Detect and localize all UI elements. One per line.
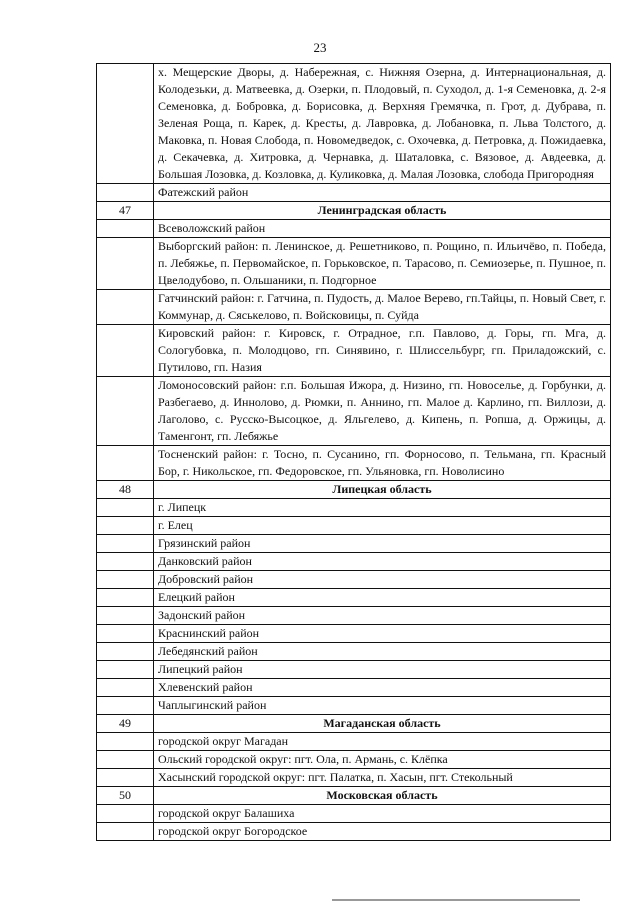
region-header-row <box>97 481 611 499</box>
table-row <box>97 553 611 571</box>
table-row <box>97 325 611 377</box>
table-row <box>97 823 611 841</box>
district-cell: Ольский городской округ: пгт. Ола, п. Армань, с. Клёпка <box>154 751 611 769</box>
district-cell: г. Липецк <box>154 499 611 517</box>
row-number-cell <box>97 751 154 769</box>
table-row <box>97 697 611 715</box>
district-cell: Гатчинский район: г. Гатчина, п. Пудость, д. Малое Верево, гп.Тайцы, п. Новый Свет, г. Коммунар, д. Сяськелово, п. Войсковицы, п. Суйда <box>154 290 611 325</box>
district-cell: Кировский район: г. Кировск, г. Отрадное, г.п. Павлово, д. Горы, гп. Мга, д. Сологубовка, п. Молодцово, гп. Синявино, г. Шлиссельбург, гп. Приладожский, с. Путилово, гп. Назия <box>154 325 611 377</box>
district-cell: Добровский район <box>154 571 611 589</box>
region-title: Московская область <box>154 787 611 805</box>
row-number-cell <box>97 625 154 643</box>
district-cell: Елецкий район <box>154 589 611 607</box>
district-cell: Краснинский район <box>154 625 611 643</box>
regions-table <box>96 63 611 841</box>
row-number-cell <box>97 238 154 290</box>
table-row <box>97 751 611 769</box>
district-cell: Тосненский район: г. Тосно, п. Сусанино, гп. Форносово, п. Тельмана, гп. Красный Бор, г. Никольское, гп. Федоровское, гп. Ульяновка, гп. Новолисино <box>154 446 611 481</box>
row-number-cell <box>97 325 154 377</box>
table-row <box>97 769 611 787</box>
table-row <box>97 238 611 290</box>
table-row <box>97 661 611 679</box>
table-row <box>97 220 611 238</box>
row-number-cell <box>97 823 154 841</box>
district-cell: Грязинский район <box>154 535 611 553</box>
row-number-cell <box>97 679 154 697</box>
row-number-cell <box>97 589 154 607</box>
district-cell: Лебедянский район <box>154 643 611 661</box>
table-row <box>97 64 611 184</box>
row-number-cell <box>97 661 154 679</box>
row-number-cell: 48 <box>97 481 154 499</box>
row-number-cell: 49 <box>97 715 154 733</box>
table-row <box>97 733 611 751</box>
table-row <box>97 607 611 625</box>
district-cell: г. Елец <box>154 517 611 535</box>
row-number-cell <box>97 184 154 202</box>
row-number-cell <box>97 446 154 481</box>
table-row <box>97 679 611 697</box>
district-cell: х. Мещерские Дворы, д. Набережная, с. Нижняя Озерна, д. Интернациональная, д. Колодезьки, д. Матвеевка, д. Озерки, п. Плодовый, п. Суходол, д. 1-я Семеновка, д. 2-я Семеновка, д. Бобровка, д. Борисовка, д. Верхняя Гремячка, п. Грот, д. Дубрава, п. Зеленая Роща, п. Карек, д. Кресты, д. Лавровка, д. Лобановка, п. Льва Толстого, д. Маковка, п. Новая Слобода, п. Новомедведок, с. Охочевка, д. Петровка, д. Пожидаевка, д. Секачевка, д. Хитровка, д. Чернавка, д. Шаталовка, с. Вязовое, д. Авдеевка, д. Большая Лозовка, д. Козловка, д. Куликовка, д. Малая Лозовка, слобода Пригородняя <box>154 64 611 184</box>
row-number-cell <box>97 499 154 517</box>
table-row <box>97 535 611 553</box>
district-cell: Выборгский район: п. Ленинское, д. Решетниково, п. Рощино, п. Ильичёво, п. Победа, п. Лебяжье, п. Первомайское, п. Горьковское, п. Тарасово, п. Семиозерье, п. Пушное, п. Цвелодубово, п. Ольшаники, п. Подгорное <box>154 238 611 290</box>
row-number-cell <box>97 805 154 823</box>
region-title: Магаданская область <box>154 715 611 733</box>
row-number-cell <box>97 571 154 589</box>
row-number-cell <box>97 553 154 571</box>
district-cell: Данковский район <box>154 553 611 571</box>
region-header-row <box>97 787 611 805</box>
region-header-row <box>97 202 611 220</box>
table-row <box>97 446 611 481</box>
region-title: Липецкая область <box>154 481 611 499</box>
row-number-cell <box>97 769 154 787</box>
table-row <box>97 589 611 607</box>
district-cell: Фатежский район <box>154 184 611 202</box>
table-row <box>97 499 611 517</box>
table-row <box>97 290 611 325</box>
district-cell: Хасынский городской округ: пгт. Палатка, п. Хасын, пгт. Стекольный <box>154 769 611 787</box>
district-cell: Задонский район <box>154 607 611 625</box>
row-number-cell: 47 <box>97 202 154 220</box>
page-number: 23 <box>313 40 327 55</box>
row-number-cell <box>97 535 154 553</box>
district-cell: Чаплыгинский район <box>154 697 611 715</box>
district-cell: городской округ Богородское <box>154 823 611 841</box>
district-cell: Всеволожский район <box>154 220 611 238</box>
table-row <box>97 805 611 823</box>
row-number-cell: 50 <box>97 787 154 805</box>
district-cell: городской округ Балашиха <box>154 805 611 823</box>
row-number-cell <box>97 607 154 625</box>
scan-artifact-line <box>332 899 580 901</box>
row-number-cell <box>97 517 154 535</box>
row-number-cell <box>97 733 154 751</box>
region-title: Ленинградская область <box>154 202 611 220</box>
table-row <box>97 625 611 643</box>
district-cell: Ломоносовский район: г.п. Большая Ижора, д. Низино, гп. Новоселье, д. Горбунки, д. Разбегаево, д. Иннолово, д. Рюмки, п. Аннино, гп. Малое д. Карлино, гп. Виллози, д. Лаголово, с. Русско-Высоцкое, д. Яльгелево, д. Кипень, п. Ропша, д. Оржицы, д. Таменгонт, гп. Лебяжье <box>154 377 611 446</box>
row-number-cell <box>97 643 154 661</box>
district-cell: городской округ Магадан <box>154 733 611 751</box>
row-number-cell <box>97 220 154 238</box>
row-number-cell <box>97 64 154 184</box>
table-row <box>97 643 611 661</box>
row-number-cell <box>97 290 154 325</box>
table-row <box>97 571 611 589</box>
region-header-row <box>97 715 611 733</box>
table-row <box>97 377 611 446</box>
district-cell: Хлевенский район <box>154 679 611 697</box>
row-number-cell <box>97 377 154 446</box>
table-row <box>97 517 611 535</box>
district-cell: Липецкий район <box>154 661 611 679</box>
row-number-cell <box>97 697 154 715</box>
table-row <box>97 184 611 202</box>
